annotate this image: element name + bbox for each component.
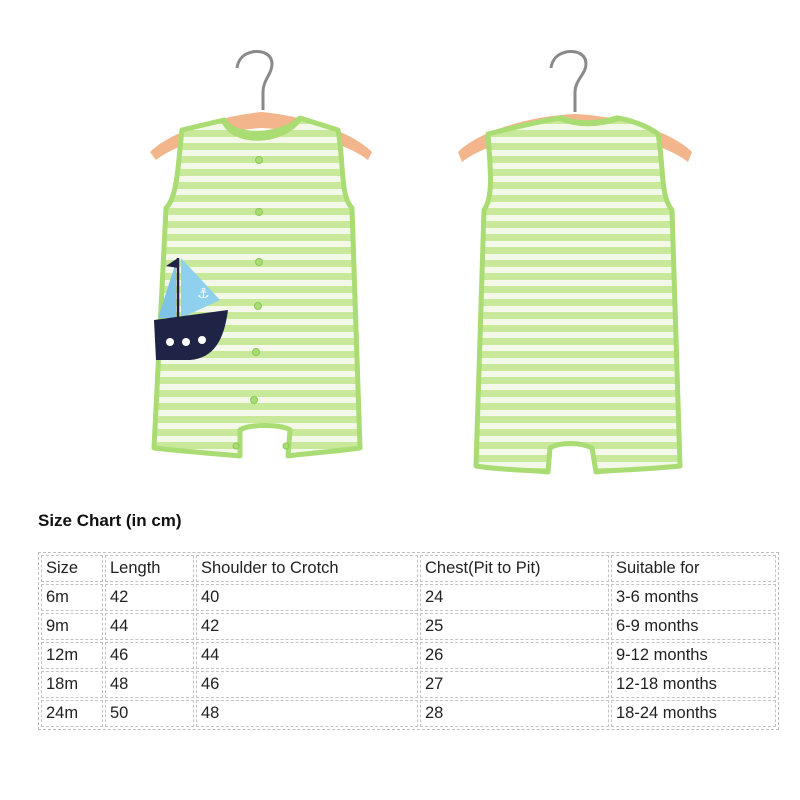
cell-shoulder-to-crotch: 44 [196, 642, 418, 669]
header-shoulder-to-crotch: Shoulder to Crotch [196, 555, 418, 582]
table-row [41, 613, 776, 640]
back-romper-body [476, 118, 680, 472]
header-suitable-for: Suitable for [611, 555, 776, 582]
svg-text:⚓: ⚓ [197, 286, 210, 302]
cell-size: 6m [41, 584, 103, 611]
size-chart-title: Size Chart (in cm) [38, 511, 182, 530]
cell-size: 9m [41, 613, 103, 640]
cell-size: 24m [41, 700, 103, 727]
cell-shoulder-to-crotch: 42 [196, 613, 418, 640]
cell-size: 12m [41, 642, 103, 669]
table-row [41, 584, 776, 611]
cell-shoulder-to-crotch: 48 [196, 700, 418, 727]
cell-suitable-for: 12-18 months [611, 671, 776, 698]
cell-suitable-for: 18-24 months [611, 700, 776, 727]
front-romper-image [150, 52, 372, 457]
header-length: Length [105, 555, 194, 582]
cell-suitable-for: 6-9 months [611, 613, 776, 640]
back-romper-image [458, 52, 692, 473]
cell-length: 42 [105, 584, 194, 611]
cell-chest: 27 [420, 671, 609, 698]
table-row [41, 642, 776, 669]
cell-length: 44 [105, 613, 194, 640]
cell-size: 18m [41, 671, 103, 698]
cell-chest: 25 [420, 613, 609, 640]
cell-suitable-for: 9-12 months [611, 642, 776, 669]
cell-length: 50 [105, 700, 194, 727]
hanger-hook-back [551, 52, 586, 113]
cell-shoulder-to-crotch: 46 [196, 671, 418, 698]
size-chart-table [38, 552, 779, 730]
table-row [41, 671, 776, 698]
table-header-row [41, 555, 776, 582]
cell-suitable-for: 3-6 months [611, 584, 776, 611]
table-row [41, 700, 776, 727]
cell-chest: 28 [420, 700, 609, 727]
cell-shoulder-to-crotch: 40 [196, 584, 418, 611]
hanger-hook-front [237, 52, 272, 111]
cell-length: 46 [105, 642, 194, 669]
header-chest: Chest(Pit to Pit) [420, 555, 609, 582]
cell-chest: 26 [420, 642, 609, 669]
cell-length: 48 [105, 671, 194, 698]
header-size: Size [41, 555, 103, 582]
cell-chest: 24 [420, 584, 609, 611]
